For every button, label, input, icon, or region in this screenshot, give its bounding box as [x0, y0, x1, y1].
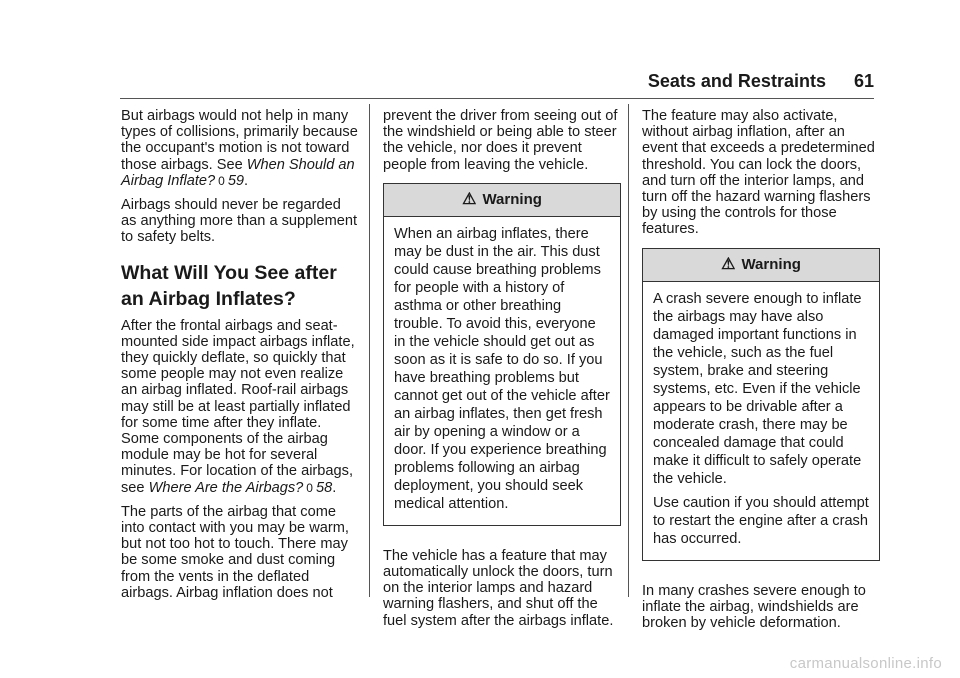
header-rule [120, 98, 874, 99]
page-ref-icon: 0 [218, 173, 225, 188]
paragraph: The vehicle has a feature that may automatically unlock the doors, turn on the interior lamps and hazard warning flashers, and shut off the fuel system after the airbags inflate. [383, 547, 614, 629]
column-2 [383, 108, 621, 637]
column-1 [121, 108, 359, 609]
paragraph: The feature may also activate, without airbag inflation, after an event that exceeds a predetermined threshold. You can lock the doors, and turn off the interior lamps, and turn off the hazard warning flashers by using the controls for those features. [642, 108, 875, 238]
warning-header [643, 249, 879, 282]
warning-box [383, 183, 621, 526]
warning-icon: ⚠ [721, 255, 736, 273]
warning-box [642, 248, 880, 561]
page-ref[interactable]: 58 [315, 479, 333, 496]
watermark: carmanualsonline.info [789, 655, 942, 672]
paragraph: prevent the driver from seeing out of the windshield or being able to steer the vehicle, nor does it prevent people from leaving the vehicle. [383, 108, 618, 173]
warning-body [384, 217, 620, 525]
column-divider [628, 104, 629, 597]
section-title: Seats and Restraints [647, 71, 826, 91]
warning-title: Warning [741, 255, 801, 273]
cross-reference-link[interactable]: When Should an Airbag Inflate? [121, 156, 355, 189]
warning-text: Use caution if you should attempt to restart the engine after a crash has occurred. [653, 494, 869, 547]
page-ref-icon: 0 [306, 480, 313, 495]
paragraph: Airbags should never be regarded as anything more than a supplement to safety belts. [121, 197, 358, 246]
page-header [648, 71, 874, 92]
warning-text: A crash severe enough to inflate the airbags may have also damaged important functions in the vehicle, such as the fuel system, brake and steering systems, etc. Even if the vehicle appears to be drivable after a moderate crash, there may be concealed damage that could make it difficult to safely operate the vehicle. [653, 290, 862, 487]
paragraph: But airbags would not help in many types of collisions, primarily because the occupant's motion is not toward those airbags. See When Should an Airbag Inflate? 0 59. [121, 108, 358, 189]
section-heading: What Will You See after an Airbag Inflates? [121, 261, 337, 310]
warning-text: When an airbag inflates, there may be dust in the air. This dust could cause breathing problems for people with a history of asthma or other breathing trouble. To avoid this, everyone in the vehicle should get out as soon as it is safe to do so. If you have breathing problems but cannot get out of the vehicle after an airbag inflates, then get fresh air by opening a window or a door. If you experience breathing problems following an airbag deployment, you should seek medical attention. [394, 225, 610, 512]
page-number: 61 [853, 71, 874, 91]
warning-body [643, 282, 879, 560]
cross-reference-link[interactable]: Where Are the Airbags? [148, 479, 304, 496]
warning-icon: ⚠ [462, 190, 477, 208]
paragraph: The parts of the airbag that come into contact with you may be warm, but not too hot to touch. There may be some smoke and dust coming from the vents in the deflated airbags. Airbag inflation does not [121, 503, 349, 601]
paragraph: In many crashes severe enough to inflate the airbag, windshields are broken by vehicle deformation. [642, 582, 866, 632]
paragraph: After the frontal airbags and seat-mounted side impact airbags inflate, they quickly deflate, so quickly that some people may not even realize an airbag inflated. Roof-rail airbags may still be at least partially inflated for some time after they inflate. Some components of the airbag module may be hot for several minutes. For location of the airbags, see Where Are the Airbags? 0 58. [121, 317, 355, 496]
warning-header [384, 184, 620, 217]
page-ref[interactable]: 59 [227, 172, 245, 189]
warning-title: Warning [482, 190, 542, 208]
column-3 [642, 108, 880, 639]
column-divider [369, 104, 370, 597]
